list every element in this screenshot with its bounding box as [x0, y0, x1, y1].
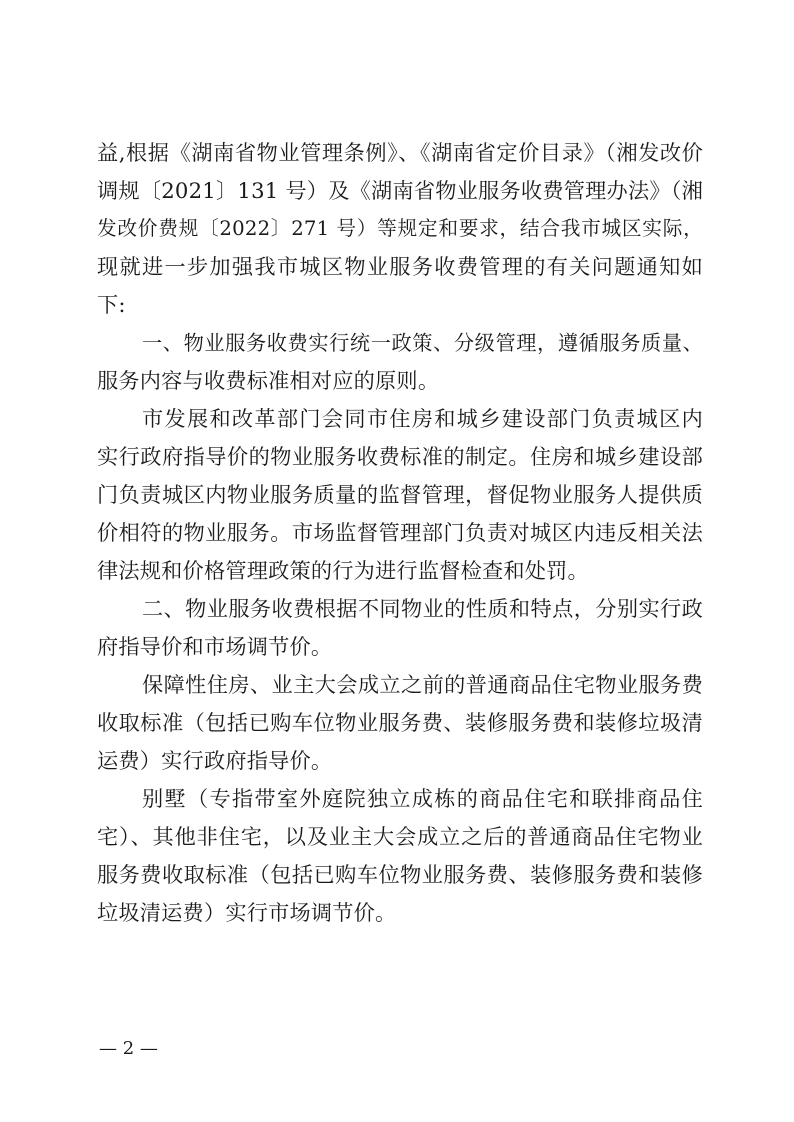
text-line: 律法规和价格管理政策的行为进行监督检查和处罚。: [97, 558, 589, 583]
text-line: 宅）、其他非住宅，以及业主大会成立之后的普通商品住宅物业: [97, 824, 703, 849]
paragraph-start-line: 市发展和改革部门会同市住房和城乡建设部门负责城区内: [142, 406, 703, 431]
text-line: 服务费收取标准（包括已购车位物业服务费、装修服务费和装修: [97, 862, 703, 887]
text-line: 下:: [97, 292, 126, 317]
text-line: 现就进一步加强我市城区物业服务收费管理的有关问题通知如: [97, 254, 703, 279]
text-line: 府指导价和市场调节价。: [97, 634, 333, 659]
paragraph-start-line: 二、物业服务收费根据不同物业的性质和特点，分别实行政: [142, 596, 703, 621]
paragraph-start-line: 保障性住房、业主大会成立之前的普通商品住宅物业服务费: [142, 672, 703, 697]
text-line: 发改价费规〔2022〕271 号）等规定和要求，结合我市城区实际，: [97, 217, 703, 240]
text-line: 收取标准（包括已购车位物业服务费、装修服务费和装修垃圾清: [97, 710, 703, 735]
paragraph-start-line: 一、物业服务收费实行统一政策、分级管理，遵循服务质量、: [142, 331, 703, 355]
text-line: 门负责城区内物业服务质量的监督管理，督促物业服务人提供质: [97, 482, 703, 507]
document-body: [97, 134, 703, 932]
paragraph-start-line: 别墅（专指带室外庭院独立成栋的商品住宅和联排商品住: [142, 786, 703, 811]
text-line: 价相符的物业服务。市场监督管理部门负责对城区内违反相关法: [97, 520, 703, 545]
text-line: 益,根据《湖南省物业管理条例》、《湖南省定价目录》（湘发改价: [97, 140, 703, 165]
text-line: 运费）实行政府指导价。: [97, 748, 333, 773]
text-line: 实行政府指导价的物业服务收费标准的制定。住房和城乡建设部: [97, 444, 703, 469]
text-line: 调规〔2021〕131 号）及《湖南省物业服务收费管理办法》（湘: [97, 178, 703, 203]
page-number: — 2 —: [99, 1038, 158, 1059]
text-line: 服务内容与收费标准相对应的原则。: [97, 368, 440, 393]
text-line: 垃圾清运费）实行市场调节价。: [97, 900, 397, 925]
